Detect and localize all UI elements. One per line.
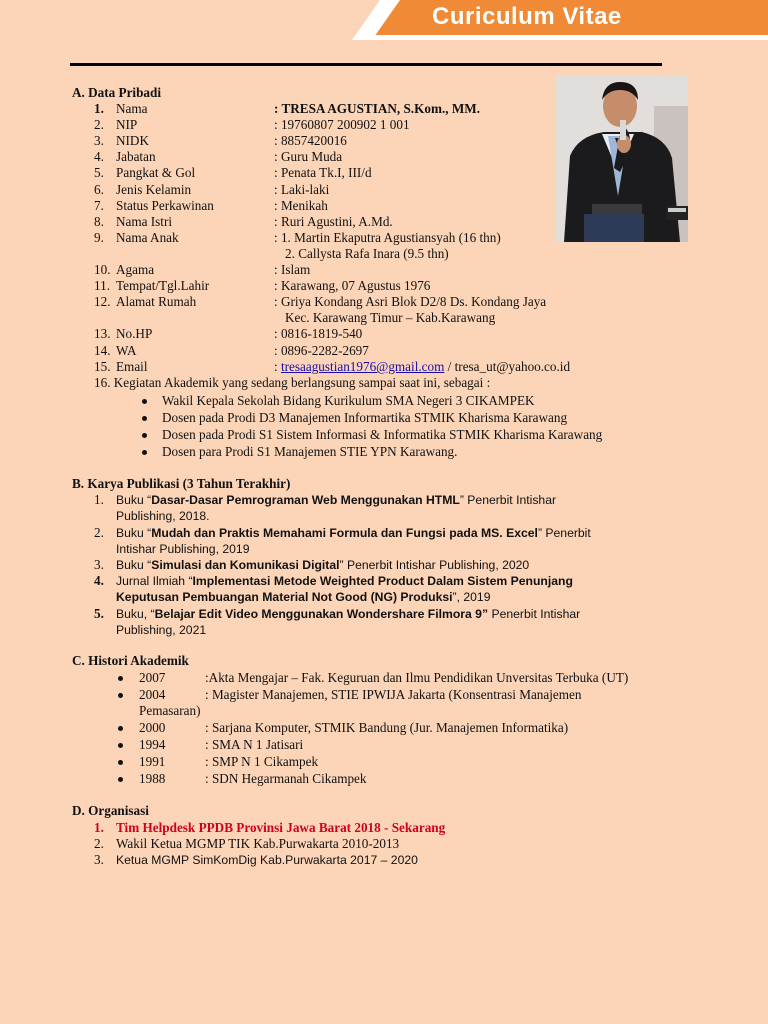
email-alt: / tresa_ut@yahoo.co.id xyxy=(444,359,571,374)
publication-suffix: Penerbit Intishar xyxy=(488,607,581,621)
page-title: Curiculum Vitae xyxy=(432,3,622,30)
row-number: 10. xyxy=(94,262,111,277)
row-label: Email xyxy=(116,359,148,374)
publication-suffix: ” Penerbit xyxy=(537,526,591,540)
row-value: 2. Callysta Rafa Inara (9.5 thn) xyxy=(285,245,449,261)
row-number: 12. xyxy=(94,294,111,310)
organization-text: Wakil Ketua MGMP TIK Kab.Purwakarta 2010-2013 xyxy=(116,836,400,851)
kegiatan-item: Dosen pada Prodi S1 Sistem Informasi & Informatika STMIK Kharisma Karawang xyxy=(162,427,603,442)
row-value: : Islam xyxy=(274,262,311,277)
publication-prefix: Buku “ xyxy=(116,526,152,540)
row-number: 4. xyxy=(94,149,104,165)
bullet-icon xyxy=(118,777,123,782)
history-text: : SMP N 1 Cikampek xyxy=(205,754,319,769)
bullet-icon xyxy=(118,693,123,698)
bullet-icon xyxy=(142,450,147,455)
email-link[interactable]: tresaagustian1976@gmail.com xyxy=(280,359,445,374)
row-number: 13. xyxy=(94,326,111,342)
kegiatan-item: Wakil Kepala Sekolah Bidang Kurikulum SMA Negeri 3 CIKAMPEK xyxy=(162,393,535,408)
row-number: 5. xyxy=(94,165,104,181)
publication-publisher: Publishing, 2021 xyxy=(116,623,207,637)
row-value: : TRESA AGUSTIAN, S.Kom., MM. xyxy=(274,101,481,116)
publication-number: 1. xyxy=(94,492,104,507)
publication-title: Simulasi dan Komunikasi Digital xyxy=(151,558,340,572)
history-year: 2000 xyxy=(139,720,166,735)
history-year: 1988 xyxy=(139,771,166,786)
publication-suffix: ” Penerbit Intishar xyxy=(459,493,557,507)
bullet-icon xyxy=(118,676,123,681)
kegiatan-item: Dosen para Prodi S1 Manajemen STIE YPN Karawang. xyxy=(162,444,458,459)
organization-number: 1. xyxy=(94,820,104,835)
publication-title: Implementasi Metode Weighted Product Dalam Sistem Penunjang xyxy=(192,574,573,588)
history-text: : SMA N 1 Jatisari xyxy=(205,737,304,752)
publication-line xyxy=(116,557,529,573)
row-label: Nama xyxy=(116,101,148,116)
row-value: : 0816-1819-540 xyxy=(274,326,363,342)
publication-prefix: Buku “ xyxy=(116,558,152,572)
row-label: Alamat Rumah xyxy=(116,294,197,310)
publication-publisher: Intishar Publishing, 2019 xyxy=(116,542,250,556)
kegiatan-item: Dosen pada Prodi D3 Manajemen Informartika STMIK Kharisma Karawang xyxy=(162,410,568,425)
row-label: Jenis Kelamin xyxy=(116,181,192,197)
row-value: Kec. Karawang Timur – Kab.Karawang xyxy=(285,310,496,326)
row-label: WA xyxy=(116,342,137,358)
row-value: : Ruri Agustini, A.Md. xyxy=(274,213,393,229)
organization-text: Tim Helpdesk PPDB Provinsi Jawa Barat 2018 - Sekarang xyxy=(116,820,446,835)
bullet-icon xyxy=(142,399,147,404)
row-number: 2. xyxy=(94,117,104,133)
row-number: 7. xyxy=(94,197,104,213)
row-label: NIDK xyxy=(116,133,149,149)
publication-title-cont: Keputusan Pembuangan Material Not Good (NG) Produksi xyxy=(116,590,453,604)
section-d-heading: D. Organisasi xyxy=(72,803,149,818)
section-b-heading: B. Karya Publikasi (3 Tahun Terakhir) xyxy=(72,476,291,491)
row-value: : Guru Muda xyxy=(274,149,343,165)
history-text-cont: Pemasaran) xyxy=(139,703,201,718)
history-year: 1991 xyxy=(139,754,166,769)
organization-text: Ketua MGMP SimKomDig Kab.Purwakarta 2017 – 2020 xyxy=(116,853,418,867)
publication-line-2 xyxy=(116,508,210,524)
row-value: : Griya Kondang Asri Blok D2/8 Ds. Kondang Jaya xyxy=(274,294,547,310)
publication-prefix: Buku, “ xyxy=(116,607,155,621)
publication-publisher: Publishing, 2018. xyxy=(116,509,210,523)
publication-number: 4. xyxy=(94,573,104,588)
row-number: 9. xyxy=(94,229,104,245)
history-year: 2004 xyxy=(139,687,166,702)
publication-title: Mudah dan Praktis Memahami Formula dan Fungsi pada MS. Excel xyxy=(151,526,538,540)
publication-suffix: ” Penerbit Intishar Publishing, 2020 xyxy=(339,558,530,572)
publication-title: Dasar-Dasar Pemrograman Web Menggunakan HTML xyxy=(151,493,460,507)
bullet-icon xyxy=(142,416,147,421)
bullet-icon xyxy=(118,726,123,731)
history-text: : Magister Manajemen, STIE IPWIJA Jakarta (Konsentrasi Manajemen xyxy=(205,687,582,702)
publication-prefix: Jurnal Ilmiah “ xyxy=(116,574,193,588)
email-colon: : xyxy=(274,359,281,374)
publication-line xyxy=(116,573,573,589)
email-value xyxy=(274,359,570,375)
publication-title: Belajar Edit Video Menggunakan Wondershare Filmora 9” xyxy=(154,607,489,621)
profile-photo xyxy=(556,76,688,242)
email-row xyxy=(94,359,110,375)
bullet-icon xyxy=(142,433,147,438)
publication-line xyxy=(116,525,591,541)
publication-number: 2. xyxy=(94,525,104,540)
publication-line xyxy=(116,606,580,622)
history-year: 2007 xyxy=(139,670,166,685)
row-value: : Laki-laki xyxy=(274,181,330,197)
row-value: : Karawang, 07 Agustus 1976 xyxy=(274,278,431,294)
row-label: Nama Istri xyxy=(116,213,173,229)
person-photo-illustration xyxy=(556,76,688,242)
bullet-icon xyxy=(118,760,123,765)
row-number: 6. xyxy=(94,181,104,197)
history-text: : SDN Hegarmanah Cikampek xyxy=(205,771,367,786)
row-label: Tempat/Tgl.Lahir xyxy=(116,278,210,294)
publication-line-2 xyxy=(116,622,206,638)
row-value: : Penata Tk.I, III/d xyxy=(274,165,372,181)
row-value: : 0896-2282-2697 xyxy=(274,342,369,358)
row-label: NIP xyxy=(116,117,138,133)
row-label: Pangkat & Gol xyxy=(116,165,196,181)
row-label: Nama Anak xyxy=(116,229,179,245)
publication-line-2 xyxy=(116,541,249,557)
kegiatan-heading: 16. Kegiatan Akademik yang sedang berlangsung sampai saat ini, sebagai : xyxy=(94,375,491,390)
organization-number: 3. xyxy=(94,852,104,867)
history-text: :Akta Mengajar – Fak. Keguruan dan Ilmu Pendidikan Unversitas Terbuka (UT) xyxy=(205,670,629,685)
row-value: : Menikah xyxy=(274,197,328,213)
publication-number: 3. xyxy=(94,557,104,572)
history-text: : Sarjana Komputer, STMIK Bandung (Jur. Manajemen Informatika) xyxy=(205,720,569,735)
row-label: Jabatan xyxy=(116,149,156,165)
publication-line xyxy=(116,492,556,508)
section-c-heading: C. Histori Akademik xyxy=(72,653,189,668)
row-number: 14. xyxy=(94,342,111,358)
row-value: : 1. Martin Ekaputra Agustiansyah (16 thn) xyxy=(274,229,501,245)
section-a-heading: A. Data Pribadi xyxy=(72,85,162,100)
publication-line-2 xyxy=(116,589,491,605)
publication-publisher: ”, 2019 xyxy=(452,590,491,604)
row-label: Status Perkawinan xyxy=(116,197,214,213)
bullet-icon xyxy=(118,743,123,748)
top-divider xyxy=(70,63,662,66)
publication-number: 5. xyxy=(94,606,104,621)
row-number: 15. xyxy=(94,359,111,374)
row-label: No.HP xyxy=(116,326,153,342)
history-year: 1994 xyxy=(139,737,166,752)
row-number: 1. xyxy=(94,101,104,116)
row-number: 11. xyxy=(94,278,110,294)
row-value: : 19760807 200902 1 001 xyxy=(274,117,410,133)
row-number: 8. xyxy=(94,213,104,229)
publication-prefix: Buku “ xyxy=(116,493,152,507)
organization-number: 2. xyxy=(94,836,104,851)
row-number: 3. xyxy=(94,133,104,149)
row-value: : 8857420016 xyxy=(274,133,347,149)
row-label: Agama xyxy=(116,262,155,277)
